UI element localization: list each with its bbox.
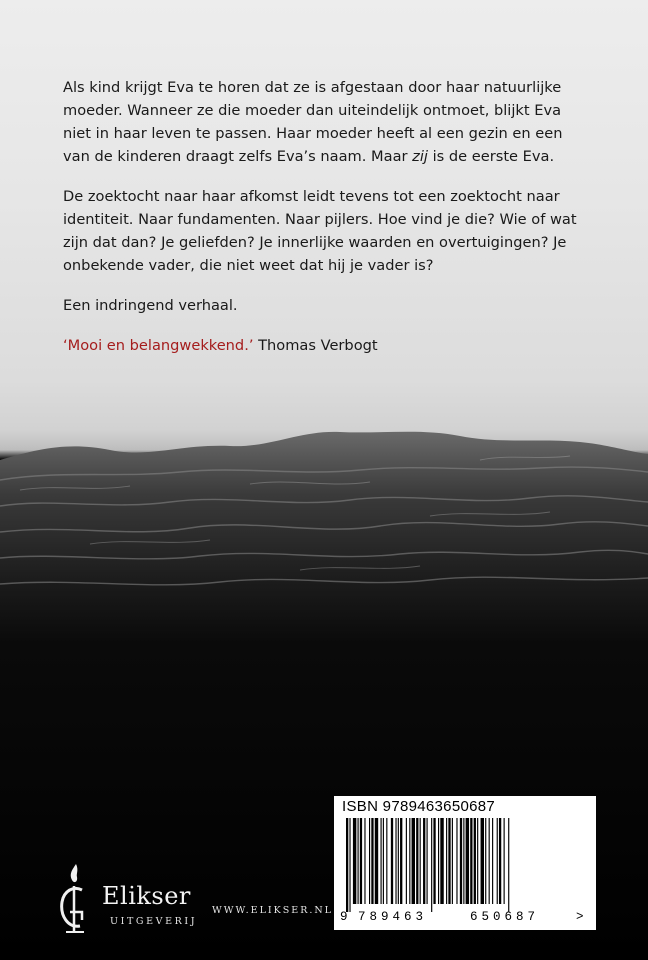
barcode-bar xyxy=(360,818,362,904)
isbn-barcode xyxy=(334,796,596,930)
barcode-bar xyxy=(499,818,501,904)
barcode-digit-group-2: 650687 xyxy=(470,910,540,924)
barcode-digit-end: > xyxy=(576,910,584,924)
barcode-digit-group-1: 789463 xyxy=(358,910,428,924)
barcode-bar xyxy=(497,818,498,904)
barcode-bar xyxy=(477,818,478,904)
quote-text: ‘Mooi en belangwekkend.’ xyxy=(63,337,254,354)
barcode-bar xyxy=(420,818,421,904)
barcode-bar xyxy=(431,818,432,912)
barcode-bar xyxy=(346,818,348,912)
barcode-bar xyxy=(391,818,393,904)
barcode-bar xyxy=(371,818,373,904)
publisher-subtitle: UITGEVERIJ xyxy=(110,916,198,927)
barcode-bar xyxy=(386,818,387,904)
barcode-bar xyxy=(369,818,370,904)
barcode-digit-first: 9 xyxy=(340,910,348,924)
barcode-bar xyxy=(427,818,428,904)
barcode-bar xyxy=(358,818,359,904)
quote-author: Thomas Verbogt xyxy=(258,337,378,354)
barcode-bar xyxy=(485,818,486,904)
barcode-bar xyxy=(463,818,464,904)
review-quote xyxy=(63,334,593,357)
barcode-bar xyxy=(349,818,350,912)
publisher-name: Elikser xyxy=(102,882,191,910)
barcode-bars xyxy=(340,818,590,912)
barcode-bar xyxy=(400,818,402,904)
emphasis-word: zij xyxy=(412,148,428,165)
barcode-bar xyxy=(433,818,435,904)
publisher-website: WWW.ELIKSER.NL xyxy=(212,905,333,916)
elikser-emblem-icon xyxy=(52,860,98,938)
barcode-bar xyxy=(406,818,407,904)
publisher-logo xyxy=(52,860,212,940)
barcode-bar xyxy=(375,818,378,904)
barcode-bar xyxy=(412,818,415,904)
blurb-paragraph-2: De zoektocht naar haar afkomst leidt tevens tot een zoektocht naar identiteit. Naar fundamenten. Naar pijlers. Hoe vind je die? Wie of wat zijn dat dan? Je geliefden? Je innerlijke waarden en overtuigingen? Je onbekende vader, die niet weet dat hij je vader is? xyxy=(63,188,577,274)
blurb-text xyxy=(63,76,593,374)
barcode-bar xyxy=(395,818,396,904)
barcode-digits xyxy=(340,910,592,924)
barcode-bar xyxy=(448,818,450,904)
barcode-bar xyxy=(383,818,384,904)
barcode-bar xyxy=(466,818,469,904)
barcode-bar xyxy=(456,818,457,904)
barcode-bar xyxy=(474,818,476,904)
barcode-bar xyxy=(381,818,382,904)
barcode-bar xyxy=(489,818,490,904)
barcode-bar xyxy=(470,818,472,904)
barcode-bar xyxy=(504,818,505,904)
isbn-label: ISBN 9789463650687 xyxy=(342,798,496,815)
barcode-bar xyxy=(440,818,443,904)
barcode-bar xyxy=(452,818,453,904)
barcode-bar xyxy=(423,818,425,904)
barcode-bar xyxy=(364,818,365,904)
barcode-bar xyxy=(398,818,399,904)
barcode-bar xyxy=(353,818,356,904)
barcode-bar xyxy=(416,818,418,904)
barcode-bar xyxy=(438,818,439,904)
barcode-bar xyxy=(446,818,447,904)
blurb-paragraph-3: Een indringend verhaal. xyxy=(63,297,238,314)
barcode-bar xyxy=(409,818,410,904)
barcode-bar xyxy=(508,818,509,912)
barcode-bar xyxy=(492,818,493,904)
barcode-bar xyxy=(481,818,484,904)
blurb-paragraph-1: Als kind krijgt Eva te horen dat ze is afgestaan door haar natuurlijke moeder. Wanneer ze die moeder dan uiteindelijk ontmoet, blijkt Eva niet in haar leven te passen. Haar moeder heeft al een gezin en een van de kinderen draagt zelfs Eva’s naam. Maar zij is de eerste Eva. xyxy=(63,79,563,165)
barcode-bar xyxy=(460,818,462,904)
